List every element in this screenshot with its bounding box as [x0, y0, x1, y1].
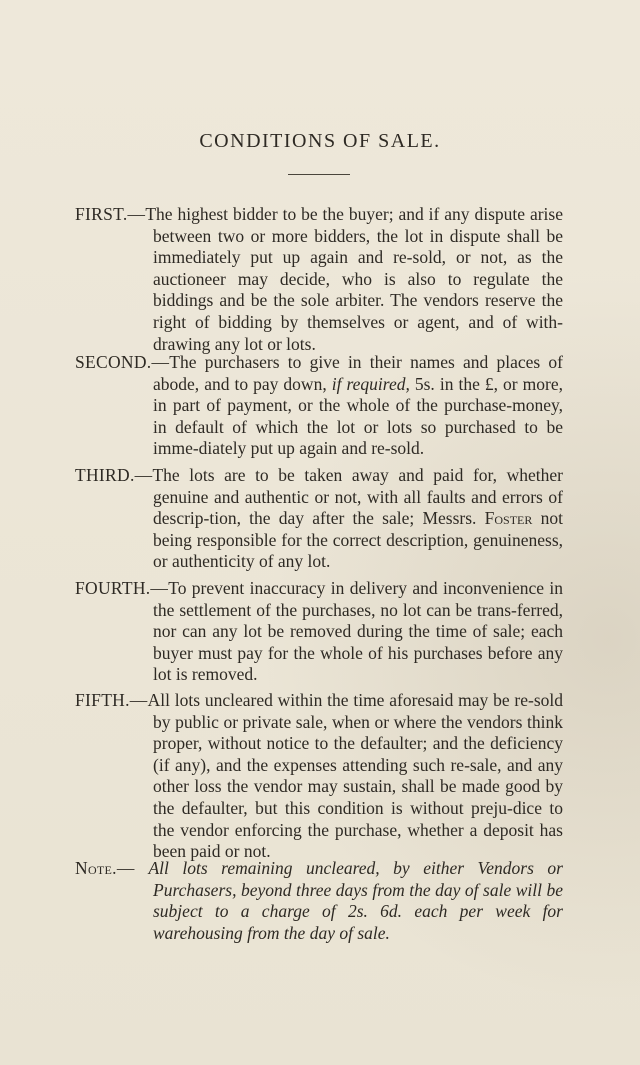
- condition-text: not being responsible for the correct description, genuineness, or authenticity of any lot.: [153, 508, 563, 572]
- condition-lead: FIRST.—: [75, 204, 146, 224]
- condition-first: [75, 204, 563, 355]
- condition-second: [75, 352, 563, 460]
- condition-text: The purchasers to give in their names and places of abode, and to pay down,: [153, 352, 563, 394]
- condition-third: [75, 465, 563, 573]
- condition-text: The lots are to be taken away and paid for, whether genuine and authentic or not, with all faults and errors of descrip-tion, the day after the sale; Messrs.: [152, 465, 563, 529]
- title-divider: [288, 174, 350, 175]
- condition-text: All lots uncleared within the time aforesaid may be re-sold by public or private sale, when or where the vendors think proper, without notice to the defaulter; and the deficiency (if any), and the expenses attending such re-sale, and any other loss the vendor may sustain, shall be made good by the defaulter, but this condition is without preju-dice to the vendor enforcing the purchase, whether a deposit has been paid or not.: [147, 690, 563, 862]
- page-title: CONDITIONS OF SALE.: [199, 130, 441, 152]
- note-lead: Note.—: [75, 858, 149, 878]
- note: [75, 858, 563, 944]
- condition-lead: SECOND.—: [75, 352, 170, 372]
- condition-lead: FOURTH.—: [75, 578, 169, 598]
- condition-text: To prevent inaccuracy in delivery and inconvenience in the settlement of the purchases, no lot can be trans-ferred, nor can any lot be removed during the time of sale; each buyer must pay for the whole of his purchases before any lot is removed.: [153, 578, 563, 685]
- auctioneer-name: Foster: [484, 508, 533, 529]
- condition-text: 5s. in the £, or more, in part of payment, or the whole of the purchase-money, in default of which the lot or lots so purchased to be imme-diately put up again and re-sold.: [153, 373, 563, 459]
- condition-emphasis: if required,: [331, 373, 410, 394]
- condition-lead: FIFTH.—: [75, 690, 148, 710]
- condition-fifth: [75, 690, 563, 863]
- condition-lead: THIRD.—: [75, 465, 153, 485]
- condition-fourth: [75, 578, 563, 686]
- note-text: All lots remaining uncleared, by either Vendors or Purchasers, beyond three days from the day of sale will be subject to a charge of 2s. 6d. each per week for warehousing from the day of sale.: [148, 858, 563, 943]
- condition-text: The highest bidder to be the buyer; and if any dispute arise between two or more bidders, the lot in dispute shall be immediately put up again and re-sold, or not, as the auctioneer may decide, who is also to regulate the biddings and be the sole arbiter. The vendors reserve the right of bidding by themselves or agent, and of with-drawing any lot or lots.: [145, 204, 563, 354]
